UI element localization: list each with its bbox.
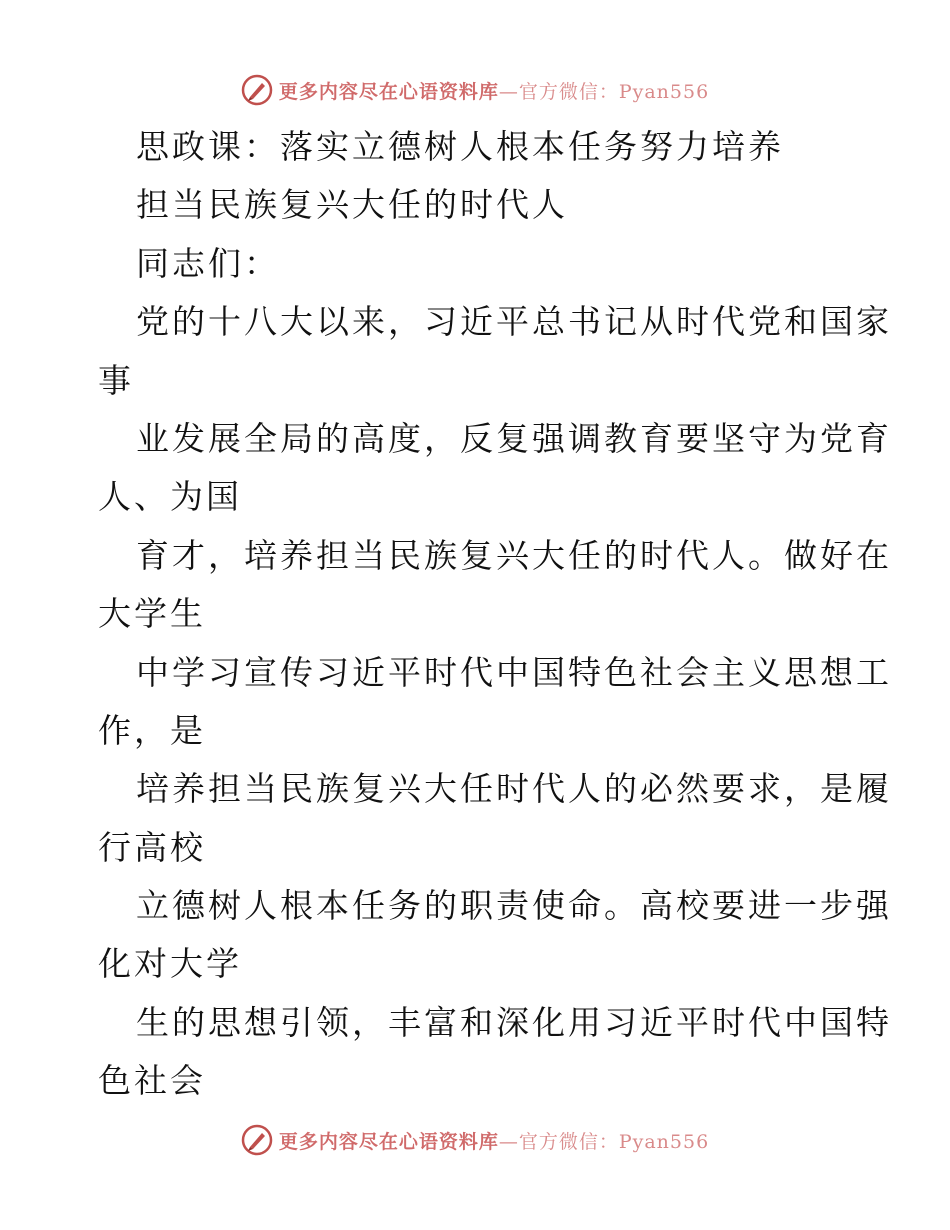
paragraph-line: 事	[98, 361, 134, 400]
paragraph-line: 业发展全局的高度，反复强调教育要坚守为党育	[136, 419, 892, 458]
paragraph-line: 大学生	[98, 594, 206, 633]
paragraph-line: 中学习宣传习近平时代中国特色社会主义思想工	[136, 653, 892, 692]
footer-banner	[0, 1120, 950, 1160]
header-banner-rest: —官方微信：Pyan556	[498, 80, 710, 103]
paragraph-line: 作，是	[98, 711, 206, 750]
pen-logo-icon	[241, 74, 273, 106]
header-banner-main: 更多内容尽在心语资料库	[278, 80, 499, 103]
title-line-2: 担当民族复兴大任的时代人	[136, 185, 568, 224]
paragraph-line: 人、为国	[98, 477, 242, 516]
footer-banner-main: 更多内容尽在心语资料库	[278, 1130, 499, 1153]
paragraph-line: 育才，培养担当民族复兴大任的时代人。做好在	[136, 536, 892, 575]
paragraph-line: 化对大学	[98, 944, 242, 983]
paragraph-line: 行高校	[98, 828, 206, 867]
paragraph-line: 色社会	[98, 1061, 206, 1100]
paragraph-line: 党的十八大以来，习近平总书记从时代党和国家	[136, 302, 892, 341]
title-line-1: 思政课：落实立德树人根本任务努力培养	[136, 127, 784, 166]
pen-logo-icon	[241, 1124, 273, 1156]
salutation: 同志们：	[136, 244, 280, 283]
paragraph-line: 培养担当民族复兴大任时代人的必然要求，是履	[136, 769, 892, 808]
header-banner	[0, 70, 950, 110]
paragraph-line: 立德树人根本任务的职责使命。高校要进一步强	[136, 886, 892, 925]
paragraph-line: 生的思想引领，丰富和深化用习近平时代中国特	[136, 1003, 892, 1042]
footer-banner-rest: —官方微信：Pyan556	[498, 1130, 710, 1153]
